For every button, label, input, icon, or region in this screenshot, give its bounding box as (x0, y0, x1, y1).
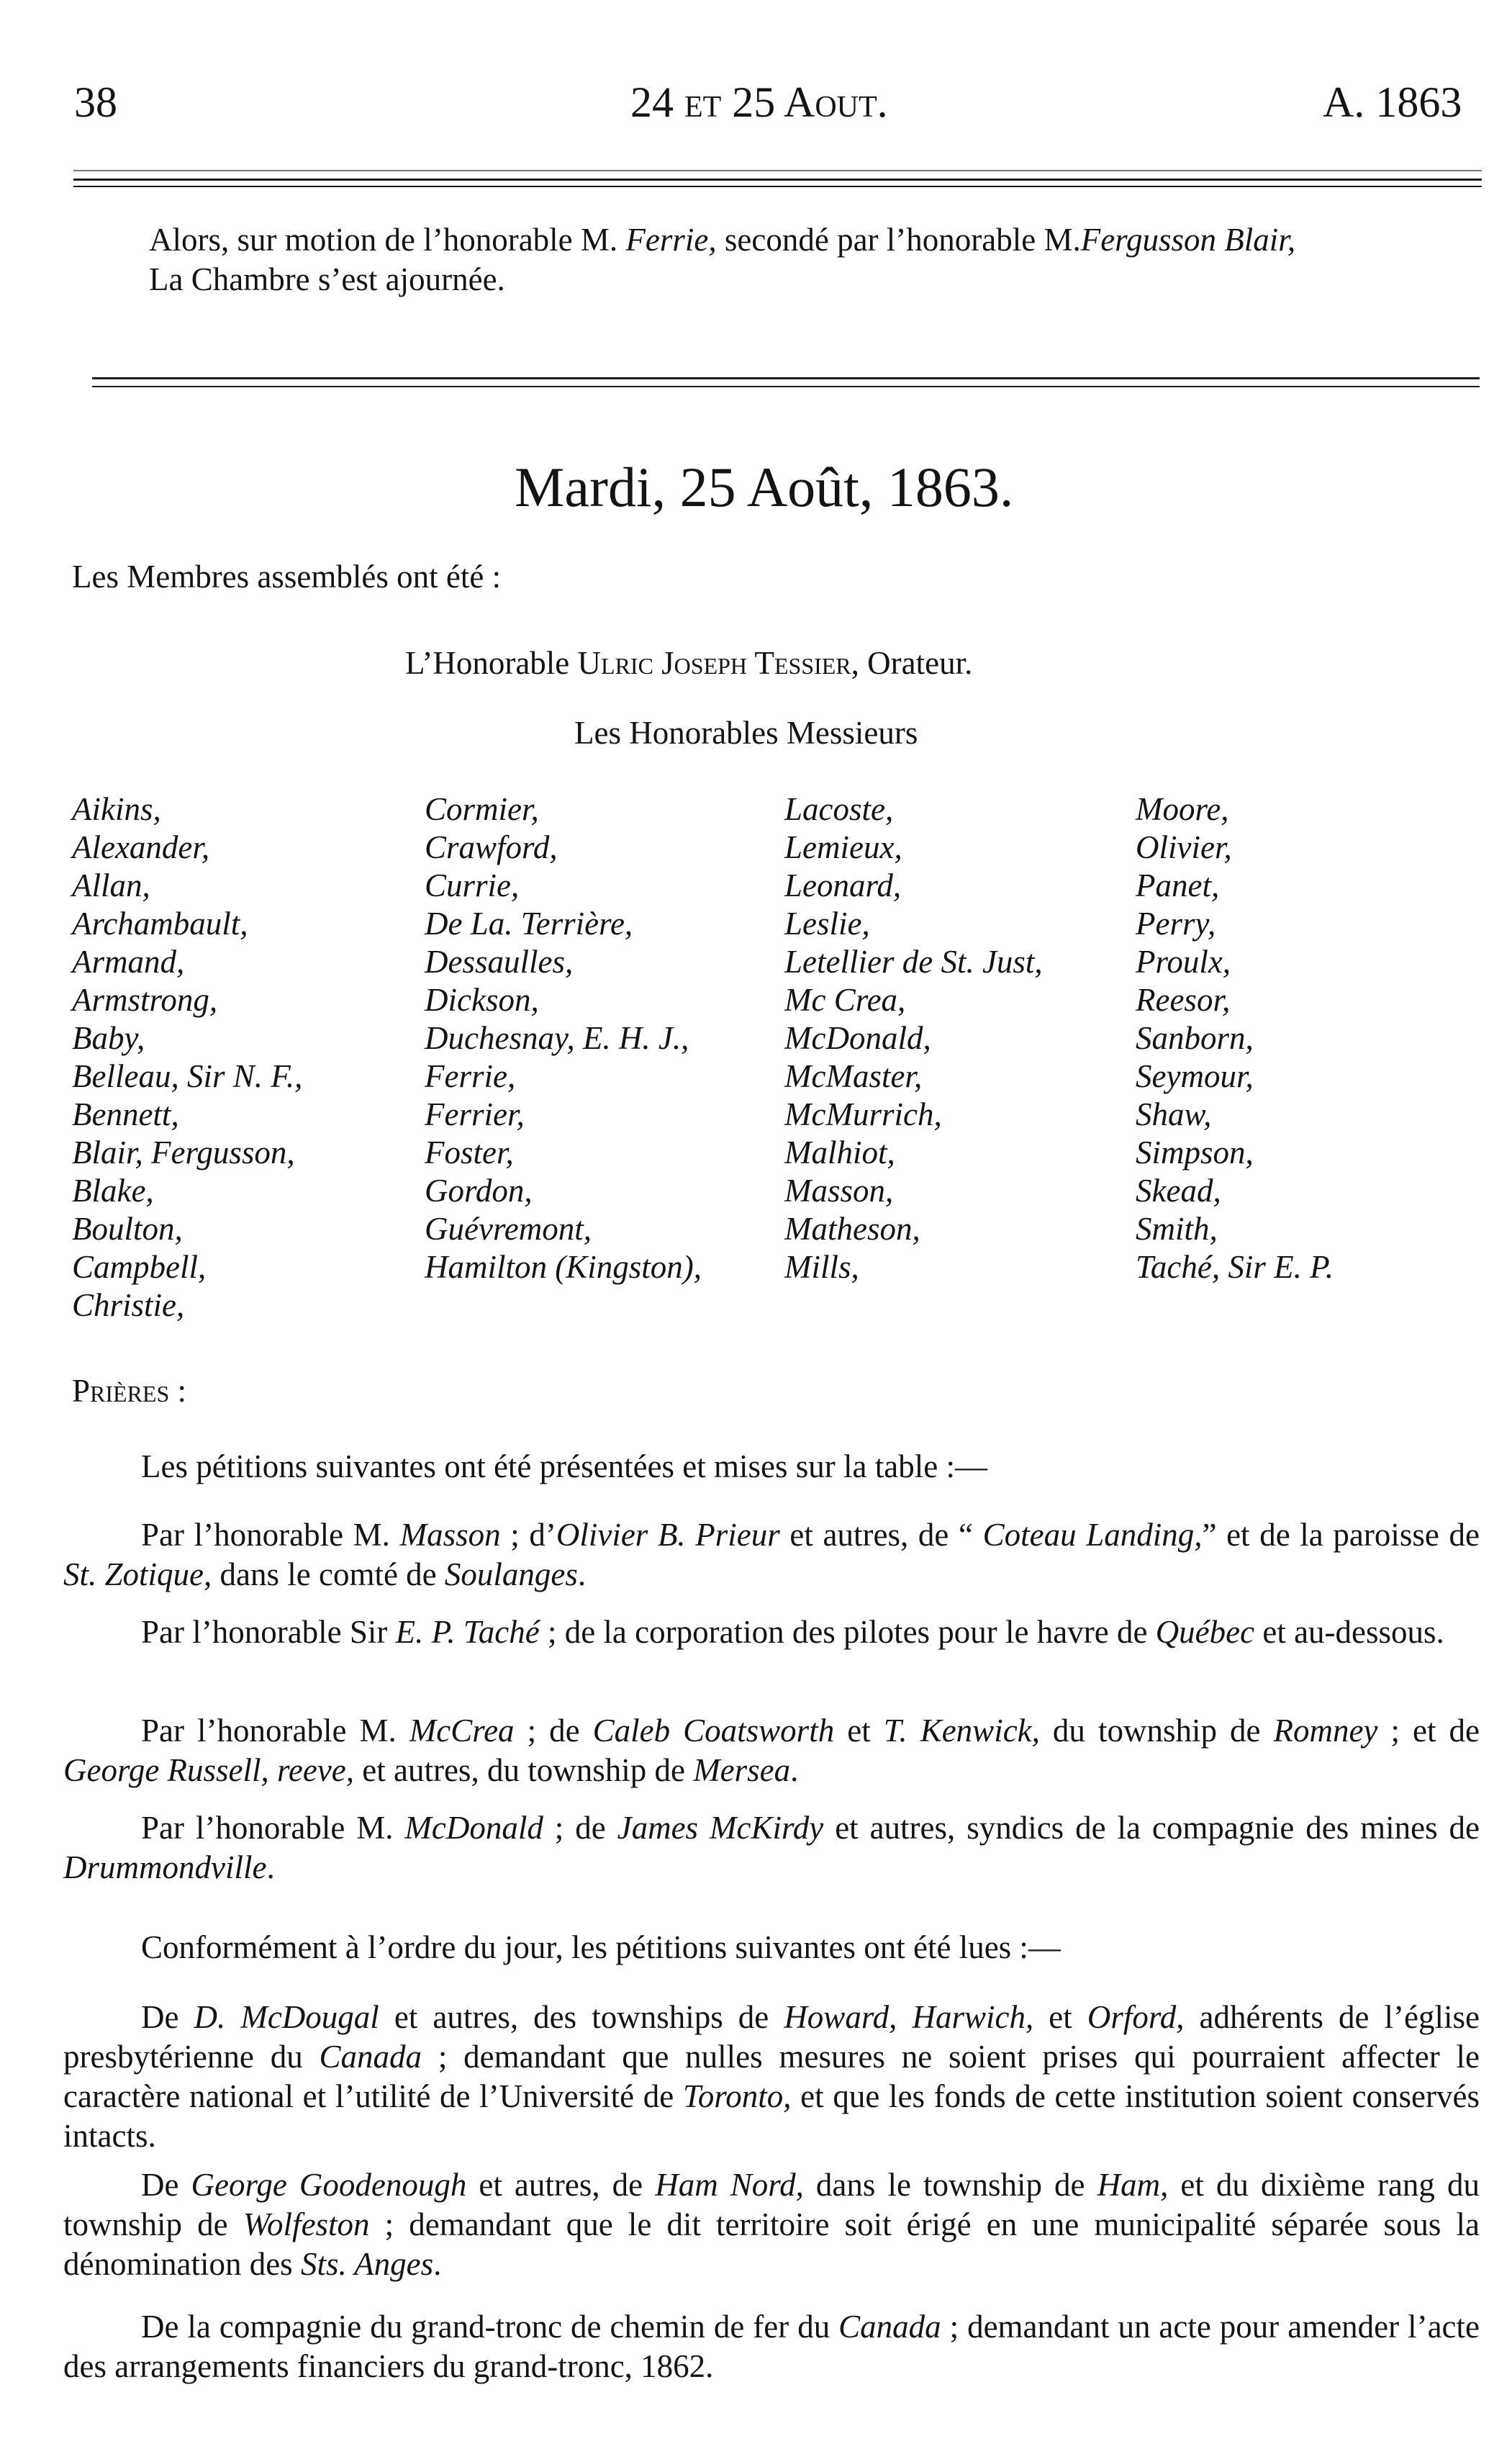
member-name: Perry, (1136, 906, 1216, 942)
member-name: Guévremont, (425, 1211, 592, 1247)
member-name: Christie, (72, 1287, 185, 1323)
member-name: Bennett, (72, 1096, 179, 1132)
members-column-4 (1136, 790, 1334, 1286)
member-name: Seymour, (1136, 1058, 1254, 1094)
member-name: Duchesnay, E. H. J., (425, 1020, 689, 1056)
member-name: Moore, (1136, 791, 1229, 827)
honorables-heading: Les Honorables Messieurs (574, 715, 918, 751)
header-rule (73, 179, 1482, 181)
header-year: A. 1863 (1323, 78, 1462, 126)
member-name: Alexander, (72, 829, 210, 865)
petition-presented-2: Par l’honorable Sir E. P. Taché ; de la corporation des pilotes pour le havre de Québec et au-dessous. (141, 1614, 1444, 1650)
member-name: McMaster, (784, 1058, 923, 1094)
member-name: Proulx, (1136, 944, 1231, 980)
prayers-label: Prières : (72, 1373, 187, 1409)
page-number: 38 (74, 78, 117, 126)
member-name: Cormier, (425, 791, 539, 827)
petition-presented-3: Par l’honorable M. McCrea ; de Caleb Coatsworth et T. Kenwick, du township de Romney ; et de George Russell, reeve, et autres, du township de Mersea. (63, 1713, 1480, 1788)
member-name: Archambault, (72, 906, 248, 942)
member-name: Aikins, (72, 791, 161, 827)
member-name: Leslie, (784, 906, 870, 942)
member-name: Simpson, (1136, 1135, 1254, 1171)
member-name: Masson, (784, 1173, 894, 1209)
member-name: Skead, (1136, 1173, 1221, 1209)
petition-presented-4: Par l’honorable M. McDonald ; de James McKirdy et autres, syndics de la compagnie des mines de Drummondville. (63, 1810, 1480, 1885)
member-name: Campbell, (72, 1249, 207, 1285)
member-name: Leonard, (784, 867, 902, 903)
member-name: Armand, (72, 944, 185, 980)
member-name: Hamilton (Kingston), (425, 1249, 702, 1285)
member-name: Blake, (72, 1173, 154, 1209)
adjournment-line2: La Chambre s’est ajournée. (149, 261, 505, 297)
petition-read-1: De D. McDougal et autres, des townships de Howard, Harwich, et Orford, adhérents de l’église presbytérienne du Canada ; demandant que nulles mesures ne soient prises qui pourraient affecter le caractère national et l’utilité de l’Université de Toronto, et que les fonds de cette institution soient conservés intacts. (63, 1999, 1480, 2154)
petition-read-2: De George Goodenough et autres, de Ham Nord, dans le township de Ham, et du dixième rang du township de Wolfeston ; demandant que le dit territoire soit érigé en une municipalité séparée sous la dénomination des Sts. Anges. (63, 2167, 1480, 2282)
member-name: Ferrie, (425, 1058, 516, 1094)
member-name: Panet, (1136, 867, 1220, 903)
member-name: Reesor, (1136, 982, 1231, 1018)
member-name: Boulton, (72, 1211, 183, 1247)
members-column-1 (72, 790, 302, 1325)
petition-read-3: De la compagnie du grand-tronc de chemin de fer du Canada ; demandant un acte pour amender l’acte des arrangements financiers du grand-tronc, 1862. (63, 2309, 1480, 2384)
member-name: Lacoste, (784, 791, 894, 827)
adjournment-line1: Alors, sur motion de l’honorable M. Ferrie, secondé par l’honorable M.Fergusson Blair, (149, 222, 1296, 258)
member-name: Belleau, Sir N. F., (72, 1058, 303, 1094)
members-column-3 (784, 790, 1043, 1286)
members-column-2 (425, 790, 702, 1286)
member-name: Gordon, (425, 1173, 533, 1209)
member-name: Ferrier, (425, 1096, 525, 1132)
member-name: Baby, (72, 1020, 145, 1056)
member-name: Taché, Sir E. P. (1136, 1249, 1334, 1285)
member-name: Mills, (784, 1249, 859, 1285)
members-list (72, 790, 1482, 1352)
member-name: Dickson, (425, 982, 539, 1018)
member-name: McDonald, (784, 1020, 931, 1056)
member-name: Lemieux, (784, 829, 902, 865)
member-name: Crawford, (425, 829, 558, 865)
header-rule-thin (73, 170, 1482, 171)
header-rule-lower (73, 186, 1482, 187)
petitions-read-intro: Conformément à l’ordre du jour, les pétitions suivantes ont été lues :— (141, 1929, 1061, 1965)
member-name: Blair, Fergusson, (72, 1135, 295, 1171)
member-name: Armstrong, (72, 982, 218, 1018)
member-name: De La. Terrière, (425, 906, 633, 942)
member-name: Smith, (1136, 1211, 1218, 1247)
member-name: Dessaulles, (425, 944, 574, 980)
member-name: Olivier, (1136, 829, 1232, 865)
section-rule-lower (92, 386, 1480, 387)
member-name: McMurrich, (784, 1096, 942, 1132)
member-name: Currie, (425, 867, 520, 903)
member-name: Mc Crea, (784, 982, 906, 1018)
member-name: Matheson, (784, 1211, 920, 1247)
member-name: Shaw, (1136, 1096, 1212, 1132)
members-intro: Les Membres assemblés ont été : (72, 559, 502, 595)
member-name: Sanborn, (1136, 1020, 1254, 1056)
section-rule (92, 377, 1480, 379)
session-title: Mardi, 25 Août, 1863. (515, 456, 1014, 518)
speaker-line: L’Honorable Ulric Joseph Tessier, Orateur. (405, 645, 973, 681)
member-name: Foster, (425, 1135, 514, 1171)
member-name: Allan, (72, 867, 150, 903)
member-name: Malhiot, (784, 1135, 895, 1171)
header-date: 24 et 25 Aout. (630, 78, 888, 126)
member-name: Letellier de St. Just, (784, 944, 1043, 980)
petition-presented-1: Par l’honorable M. Masson ; d’Olivier B. Prieur et autres, de “ Coteau Landing,” et de la paroisse de St. Zotique, dans le comté de Soulanges. (63, 1517, 1480, 1592)
petitions-presented-intro: Les pétitions suivantes ont été présentées et mises sur la table :— (141, 1448, 987, 1484)
